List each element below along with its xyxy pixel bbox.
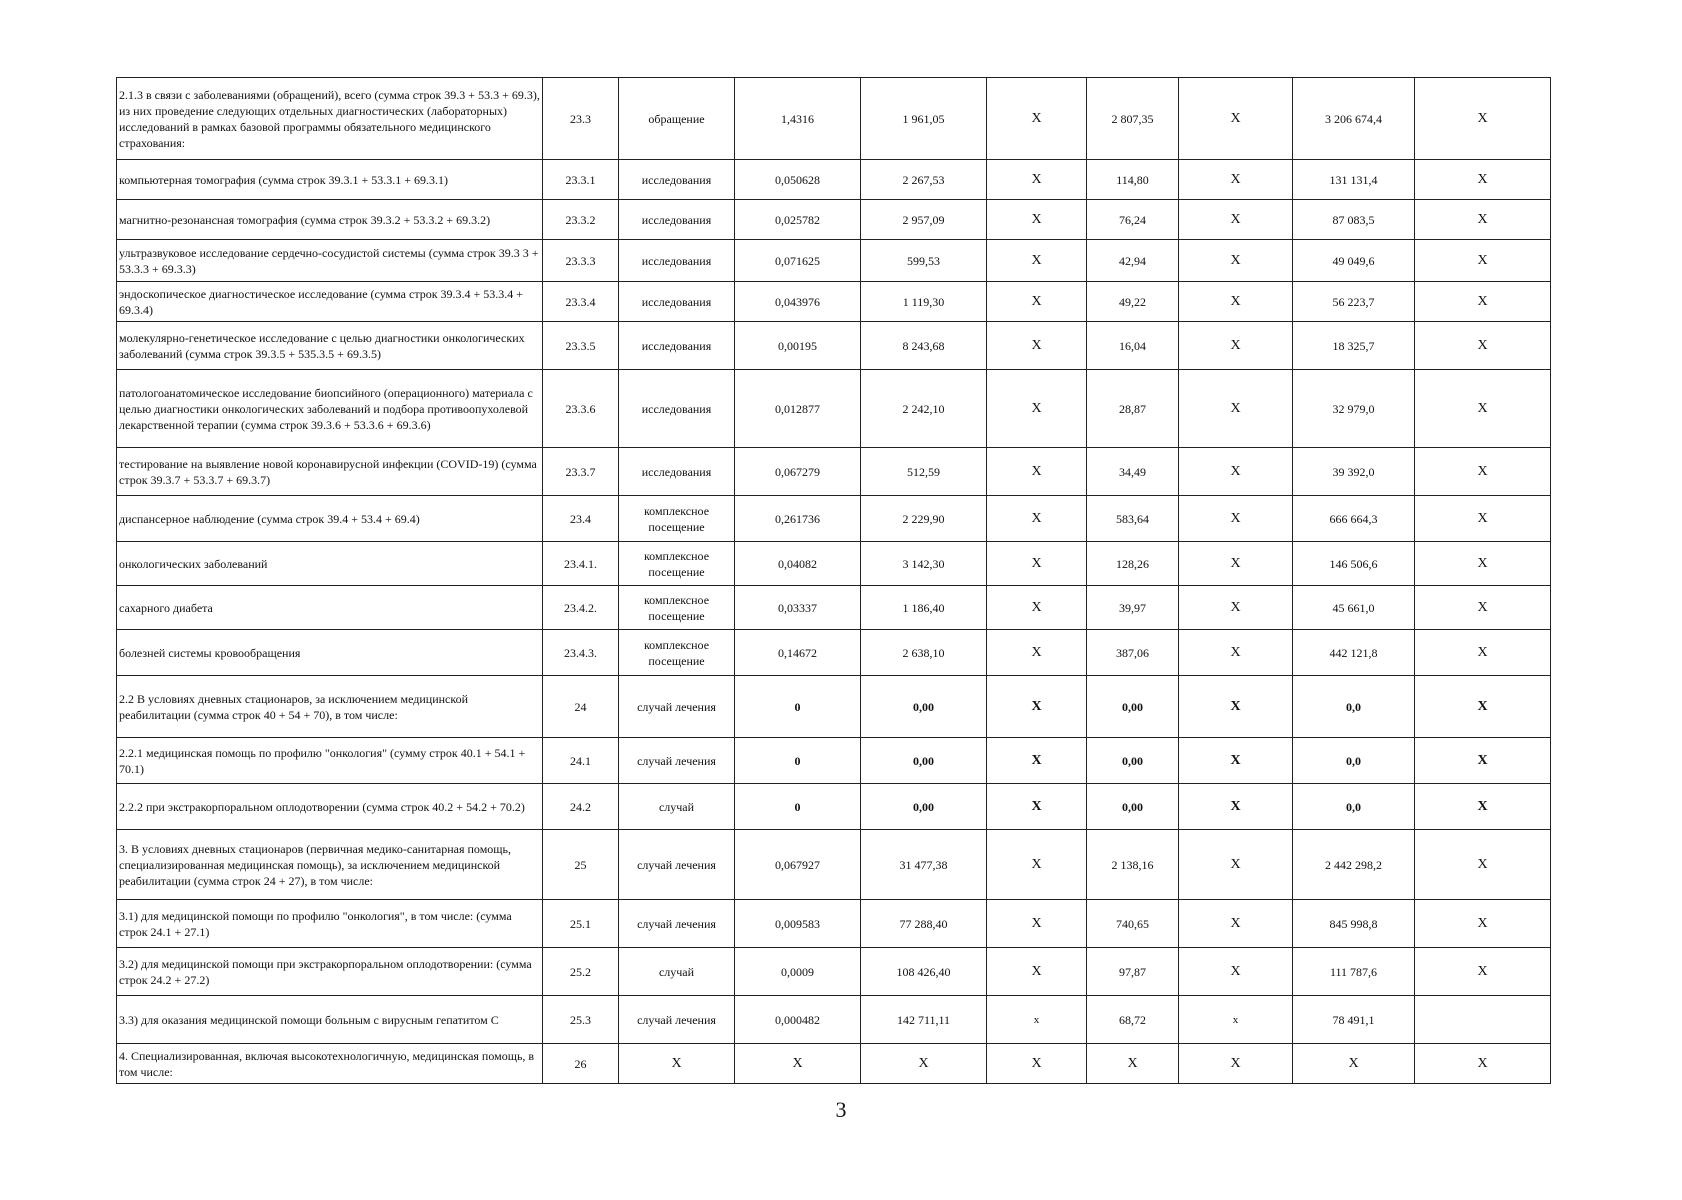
value-col-3: X <box>987 322 1087 370</box>
row-description: сахарного диабета <box>117 586 543 630</box>
value-col-2: 1 961,05 <box>861 78 987 160</box>
value-col-2: 31 477,38 <box>861 830 987 900</box>
value-col-2: 512,59 <box>861 448 987 496</box>
unit-of-measure: исследования <box>619 448 735 496</box>
value-col-3: X <box>987 738 1087 784</box>
value-col-7: X <box>1415 630 1551 676</box>
value-col-5: X <box>1179 900 1293 948</box>
row-number: 23.3.2 <box>543 200 619 240</box>
value-col-5: X <box>1179 676 1293 738</box>
value-col-7: X <box>1415 160 1551 200</box>
value-col-1: 0 <box>735 676 861 738</box>
row-number: 23.3.3 <box>543 240 619 282</box>
value-col-1: 0,04082 <box>735 542 861 586</box>
row-description: компьютерная томография (сумма строк 39.3.1 + 53.3.1 + 69.3.1) <box>117 160 543 200</box>
value-col-3: X <box>987 448 1087 496</box>
unit-of-measure: случай <box>619 784 735 830</box>
value-col-5: X <box>1179 784 1293 830</box>
unit-of-measure: исследования <box>619 282 735 322</box>
value-col-3: X <box>987 830 1087 900</box>
value-col-6: 0,0 <box>1293 784 1415 830</box>
value-col-7 <box>1415 996 1551 1044</box>
value-col-4: 68,72 <box>1087 996 1179 1044</box>
value-col-5: X <box>1179 830 1293 900</box>
value-col-7: X <box>1415 448 1551 496</box>
value-col-1: 0,012877 <box>735 370 861 448</box>
value-col-1: 0,00195 <box>735 322 861 370</box>
row-description: 4. Специализированная, включая высокотехнологичную, медицинская помощь, в том числе: <box>117 1044 543 1084</box>
value-col-6: 39 392,0 <box>1293 448 1415 496</box>
table-row <box>117 1044 1551 1084</box>
value-col-1: 0,14672 <box>735 630 861 676</box>
value-col-5: X <box>1179 948 1293 996</box>
value-col-7: X <box>1415 1044 1551 1084</box>
value-col-3: X <box>987 78 1087 160</box>
table-row <box>117 448 1551 496</box>
unit-of-measure: случай лечения <box>619 996 735 1044</box>
unit-of-measure: случай лечения <box>619 830 735 900</box>
unit-of-measure: случай лечения <box>619 676 735 738</box>
value-col-4: 583,64 <box>1087 496 1179 542</box>
row-number: 23.3 <box>543 78 619 160</box>
value-col-5: X <box>1179 200 1293 240</box>
table-row <box>117 322 1551 370</box>
value-col-3: X <box>987 370 1087 448</box>
table-row <box>117 200 1551 240</box>
value-col-3: X <box>987 160 1087 200</box>
row-number: 23.3.7 <box>543 448 619 496</box>
value-col-5: X <box>1179 322 1293 370</box>
value-col-7: X <box>1415 282 1551 322</box>
value-col-4: 387,06 <box>1087 630 1179 676</box>
row-description: 3.1) для медицинской помощи по профилю "онкология", в том числе: (сумма строк 24.1 + 27.1) <box>117 900 543 948</box>
value-col-1: 0,009583 <box>735 900 861 948</box>
row-number: 23.3.5 <box>543 322 619 370</box>
value-col-1: 0 <box>735 784 861 830</box>
value-col-6: 2 442 298,2 <box>1293 830 1415 900</box>
unit-of-measure: комплексное посещение <box>619 496 735 542</box>
unit-of-measure: комплексное посещение <box>619 542 735 586</box>
value-col-4: 42,94 <box>1087 240 1179 282</box>
value-col-7: X <box>1415 900 1551 948</box>
value-col-7: X <box>1415 830 1551 900</box>
row-description: молекулярно-генетическое исследование с целью диагностики онкологических заболеваний (сумма строк 39.3.5 + 535.3.5 + 69.3.5) <box>117 322 543 370</box>
value-col-3: X <box>987 676 1087 738</box>
row-description: 2.1.3 в связи с заболеваниями (обращений), всего (сумма строк 39.3 + 53.3 + 69.3), из них проведение следующих отдельных диагностических (лабораторных) исследований в рамках базовой программы обязательного медицинского страхования: <box>117 78 543 160</box>
value-col-5: X <box>1179 370 1293 448</box>
value-col-3: X <box>987 630 1087 676</box>
row-description: эндоскопическое диагностическое исследование (сумма строк 39.3.4 + 53.3.4 + 69.3.4) <box>117 282 543 322</box>
value-col-2: 142 711,11 <box>861 996 987 1044</box>
value-col-3: X <box>987 586 1087 630</box>
value-col-2: 77 288,40 <box>861 900 987 948</box>
value-col-7: X <box>1415 784 1551 830</box>
value-col-6: 0,0 <box>1293 676 1415 738</box>
value-col-3: X <box>987 784 1087 830</box>
table-row <box>117 630 1551 676</box>
value-col-7: X <box>1415 586 1551 630</box>
value-col-3: X <box>987 240 1087 282</box>
value-col-2: 3 142,30 <box>861 542 987 586</box>
value-col-6: 845 998,8 <box>1293 900 1415 948</box>
value-col-3: X <box>987 948 1087 996</box>
table-row <box>117 996 1551 1044</box>
table-body <box>117 78 1551 1084</box>
value-col-3: X <box>987 542 1087 586</box>
value-col-1: 0,071625 <box>735 240 861 282</box>
value-col-1: 0,067279 <box>735 448 861 496</box>
value-col-4: 740,65 <box>1087 900 1179 948</box>
value-col-2: 0,00 <box>861 784 987 830</box>
row-description: онкологических заболеваний <box>117 542 543 586</box>
row-number: 25.3 <box>543 996 619 1044</box>
table-row <box>117 784 1551 830</box>
row-description: болезней системы кровообращения <box>117 630 543 676</box>
value-col-7: X <box>1415 738 1551 784</box>
unit-of-measure: исследования <box>619 322 735 370</box>
row-number: 23.3.6 <box>543 370 619 448</box>
value-col-2: 599,53 <box>861 240 987 282</box>
row-description: патологоанатомическое исследование биопсийного (операционного) материала с целью диагностики онкологических заболеваний и подбора противоопухолевой лекарственной терапии (сумма строк 39.3.6 + 53.3.6 + 69.3.6) <box>117 370 543 448</box>
value-col-6: 111 787,6 <box>1293 948 1415 996</box>
value-col-5: X <box>1179 738 1293 784</box>
row-number: 25.1 <box>543 900 619 948</box>
unit-of-measure: X <box>619 1044 735 1084</box>
value-col-7: X <box>1415 322 1551 370</box>
value-col-3: X <box>987 1044 1087 1084</box>
value-col-6: 45 661,0 <box>1293 586 1415 630</box>
row-description: 2.2 В условиях дневных стационаров, за исключением медицинской реабилитации (сумма строк 40 + 54 + 70), в том числе: <box>117 676 543 738</box>
table-row <box>117 676 1551 738</box>
table-row <box>117 370 1551 448</box>
value-col-7: X <box>1415 200 1551 240</box>
unit-of-measure: исследования <box>619 200 735 240</box>
value-col-6: X <box>1293 1044 1415 1084</box>
value-col-6: 87 083,5 <box>1293 200 1415 240</box>
table-row <box>117 542 1551 586</box>
value-col-6: 56 223,7 <box>1293 282 1415 322</box>
value-col-7: X <box>1415 676 1551 738</box>
row-number: 23.3.4 <box>543 282 619 322</box>
table-row <box>117 78 1551 160</box>
value-col-1: 0 <box>735 738 861 784</box>
row-description: 2.2.1 медицинская помощь по профилю "онкология" (сумму строк 40.1 + 54.1 + 70.1) <box>117 738 543 784</box>
value-col-1: 0,043976 <box>735 282 861 322</box>
row-number: 23.4.2. <box>543 586 619 630</box>
row-number: 23.4.1. <box>543 542 619 586</box>
row-description: 3.2) для медицинской помощи при экстракорпоральном оплодотворении: (сумма строк 24.2 + 27.2) <box>117 948 543 996</box>
value-col-1: 1,4316 <box>735 78 861 160</box>
table-row <box>117 240 1551 282</box>
value-col-6: 3 206 674,4 <box>1293 78 1415 160</box>
table-row <box>117 586 1551 630</box>
page-number: 3 <box>835 1097 847 1122</box>
value-col-4: 39,97 <box>1087 586 1179 630</box>
row-description: тестирование на выявление новой коронавирусной инфекции (COVID-19) (сумма строк 39.3.7 + 53.3.7 + 69.3.7) <box>117 448 543 496</box>
value-col-4: 2 807,35 <box>1087 78 1179 160</box>
value-col-2: 2 229,90 <box>861 496 987 542</box>
value-col-2: 108 426,40 <box>861 948 987 996</box>
value-col-4: 34,49 <box>1087 448 1179 496</box>
value-col-4: 28,87 <box>1087 370 1179 448</box>
table-row <box>117 496 1551 542</box>
value-col-3: X <box>987 900 1087 948</box>
value-col-5: X <box>1179 160 1293 200</box>
unit-of-measure: комплексное посещение <box>619 630 735 676</box>
value-col-6: 131 131,4 <box>1293 160 1415 200</box>
value-col-2: 8 243,68 <box>861 322 987 370</box>
value-col-4: 76,24 <box>1087 200 1179 240</box>
value-col-3: X <box>987 200 1087 240</box>
row-description: диспансерное наблюдение (сумма строк 39.4 + 53.4 + 69.4) <box>117 496 543 542</box>
value-col-2: 1 119,30 <box>861 282 987 322</box>
value-col-4: 97,87 <box>1087 948 1179 996</box>
value-col-5: X <box>1179 448 1293 496</box>
table-row <box>117 830 1551 900</box>
table-row <box>117 948 1551 996</box>
value-col-7: X <box>1415 496 1551 542</box>
row-number: 23.3.1 <box>543 160 619 200</box>
value-col-2: 2 957,09 <box>861 200 987 240</box>
value-col-7: X <box>1415 370 1551 448</box>
value-col-4: 49,22 <box>1087 282 1179 322</box>
value-col-2: 0,00 <box>861 738 987 784</box>
value-col-5: X <box>1179 542 1293 586</box>
row-description: ультразвуковое исследование сердечно-сосудистой системы (сумма строк 39.3 3 + 53.3.3 + 69.3.3) <box>117 240 543 282</box>
value-col-1: 0,000482 <box>735 996 861 1044</box>
value-col-2: 2 267,53 <box>861 160 987 200</box>
unit-of-measure: обращение <box>619 78 735 160</box>
unit-of-measure: исследования <box>619 160 735 200</box>
value-col-5: X <box>1179 282 1293 322</box>
value-col-4: 0,00 <box>1087 738 1179 784</box>
row-description: 2.2.2 при экстракорпоральном оплодотворении (сумма строк 40.2 + 54.2 + 70.2) <box>117 784 543 830</box>
value-col-4: X <box>1087 1044 1179 1084</box>
row-number: 23.4.3. <box>543 630 619 676</box>
value-col-1: 0,0009 <box>735 948 861 996</box>
value-col-6: 442 121,8 <box>1293 630 1415 676</box>
value-col-5: X <box>1179 496 1293 542</box>
value-col-1: 0,261736 <box>735 496 861 542</box>
table-row <box>117 160 1551 200</box>
value-col-1: 0,03337 <box>735 586 861 630</box>
row-number: 24.1 <box>543 738 619 784</box>
table-row <box>117 282 1551 322</box>
value-col-4: 0,00 <box>1087 784 1179 830</box>
row-number: 24.2 <box>543 784 619 830</box>
table-row <box>117 900 1551 948</box>
unit-of-measure: случай <box>619 948 735 996</box>
value-col-7: X <box>1415 948 1551 996</box>
value-col-6: 0,0 <box>1293 738 1415 784</box>
value-col-1: 0,067927 <box>735 830 861 900</box>
value-col-3: x <box>987 996 1087 1044</box>
value-col-4: 16,04 <box>1087 322 1179 370</box>
value-col-6: 78 491,1 <box>1293 996 1415 1044</box>
value-col-7: X <box>1415 240 1551 282</box>
value-col-5: X <box>1179 1044 1293 1084</box>
value-col-5: x <box>1179 996 1293 1044</box>
row-number: 24 <box>543 676 619 738</box>
value-col-1: 0,025782 <box>735 200 861 240</box>
value-col-7: X <box>1415 542 1551 586</box>
value-col-7: X <box>1415 78 1551 160</box>
value-col-2: 0,00 <box>861 676 987 738</box>
data-table <box>116 77 1551 1084</box>
row-number: 25 <box>543 830 619 900</box>
value-col-6: 32 979,0 <box>1293 370 1415 448</box>
value-col-4: 114,80 <box>1087 160 1179 200</box>
value-col-6: 18 325,7 <box>1293 322 1415 370</box>
value-col-6: 49 049,6 <box>1293 240 1415 282</box>
row-description: магнитно-резонансная томография (сумма строк 39.3.2 + 53.3.2 + 69.3.2) <box>117 200 543 240</box>
unit-of-measure: случай лечения <box>619 738 735 784</box>
unit-of-measure: исследования <box>619 370 735 448</box>
value-col-2: 2 242,10 <box>861 370 987 448</box>
value-col-3: X <box>987 282 1087 322</box>
value-col-6: 146 506,6 <box>1293 542 1415 586</box>
unit-of-measure: комплексное посещение <box>619 586 735 630</box>
value-col-4: 0,00 <box>1087 676 1179 738</box>
value-col-2: 2 638,10 <box>861 630 987 676</box>
value-col-5: X <box>1179 240 1293 282</box>
row-number: 25.2 <box>543 948 619 996</box>
value-col-5: X <box>1179 630 1293 676</box>
value-col-6: 666 664,3 <box>1293 496 1415 542</box>
row-description: 3.3) для оказания медицинской помощи больным с вирусным гепатитом С <box>117 996 543 1044</box>
value-col-2: 1 186,40 <box>861 586 987 630</box>
value-col-4: 2 138,16 <box>1087 830 1179 900</box>
row-description: 3. В условиях дневных стационаров (первичная медико-санитарная помощь, специализированная медицинская помощь), за исключением медицинской реабилитации (сумма строк 24 + 27), в том числе: <box>117 830 543 900</box>
value-col-5: X <box>1179 78 1293 160</box>
value-col-5: X <box>1179 586 1293 630</box>
unit-of-measure: случай лечения <box>619 900 735 948</box>
value-col-4: 128,26 <box>1087 542 1179 586</box>
value-col-2: X <box>861 1044 987 1084</box>
table-row <box>117 738 1551 784</box>
value-col-1: X <box>735 1044 861 1084</box>
row-number: 26 <box>543 1044 619 1084</box>
value-col-1: 0,050628 <box>735 160 861 200</box>
row-number: 23.4 <box>543 496 619 542</box>
unit-of-measure: исследования <box>619 240 735 282</box>
value-col-3: X <box>987 496 1087 542</box>
